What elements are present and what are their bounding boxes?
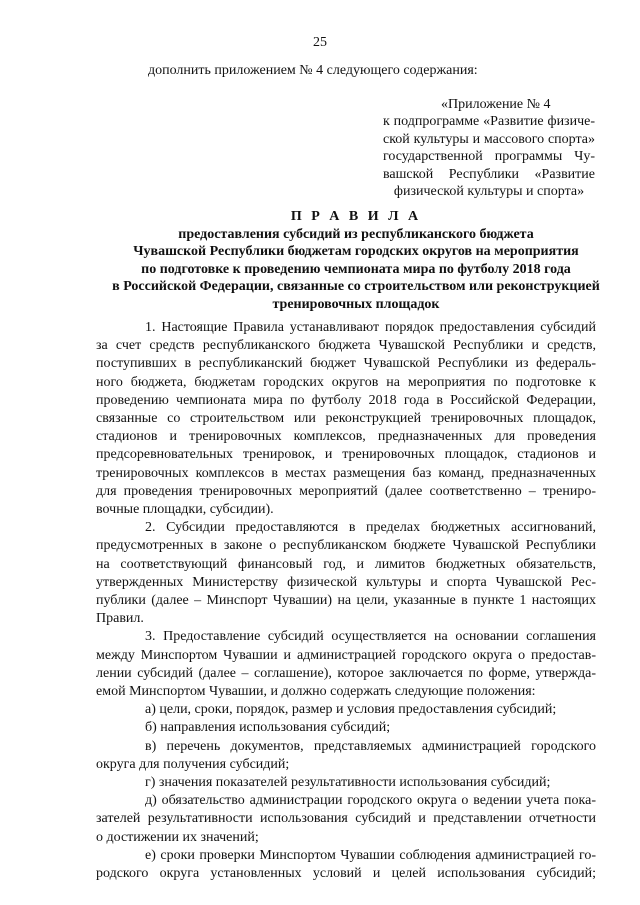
body-line: г) значения показателей результативности использования субсидий; [145, 775, 551, 791]
body-text [96, 319, 596, 883]
body-line: между Минспортом Чувашии и администрацией городского округа о предостав- [96, 647, 596, 663]
body-line: д) обязательство администрации городского округа о ведении учета пока- [145, 793, 596, 809]
title-line: в Российской Федерации, связанные со строительством или реконструкцией [112, 279, 600, 295]
document-title [96, 208, 616, 314]
body-line: вочные площадки, субсидии). [96, 502, 274, 518]
appendix-line: к подпрограмме «Развитие физиче- [383, 114, 595, 130]
body-line: родского округа установленных условий и целей использования субсидий; [96, 866, 596, 882]
title-heading: П Р А В И Л А [290, 209, 422, 224]
body-line: связанные со строительством или реконструкцией тренировочных площадок, [96, 411, 596, 427]
appendix-line: «Приложение № 4 [441, 97, 551, 112]
body-line: в) перечень документов, представляемых администрацией городского [145, 738, 596, 754]
body-line: предусмотренных в законе о республиканском бюджете Чувашской Республики [96, 538, 596, 554]
appendix-line: ской культуры и массового спорта» [383, 131, 595, 147]
body-line: Правил. [96, 611, 144, 627]
body-line: на соответствующий финансовый год, и лимитов бюджетных обязательств, [96, 556, 596, 572]
intro-line: дополнить приложением № 4 следующего содержания: [148, 63, 478, 78]
title-line: Чувашской Республики бюджетам городских округов на мероприятия [133, 244, 579, 260]
body-line: публики (далее – Минспорт Чувашии) на цели, указанные в пункте 1 настоящих [96, 593, 596, 609]
body-line: 2. Субсидии предоставляются в пределах бюджетных ассигнований, [145, 520, 596, 536]
body-line: проведению чемпионата мира по футболу 2018 года в Российской Федерации, [96, 392, 596, 408]
body-line: 1. Настоящие Правила устанавливают порядок предоставления субсидий [145, 320, 596, 335]
body-line: емой Минспортом Чувашии, и должно содержать следующие положения: [96, 684, 536, 700]
body-line: о достижении их значений; [96, 829, 259, 845]
page-number: 25 [313, 35, 327, 50]
body-line: за счет средств республиканского бюджета Чувашской Республики и средств, [96, 338, 596, 354]
title-line: тренировочных площадок [272, 296, 440, 312]
body-line: предсоревновательных тренировок, и тренировочных площадок, стадионов и [96, 447, 596, 463]
body-line: 3. Предоставление субсидий осуществляется на основании соглашения [145, 629, 596, 645]
body-line: лении субсидий (далее – соглашение), которое заключается по форме, утвержда- [96, 665, 596, 681]
appendix-header [383, 96, 595, 200]
body-line: б) направления использования субсидий; [145, 720, 391, 736]
title-line: предоставления субсидий из республиканского бюджета [178, 226, 534, 242]
body-line: утвержденных Министерству физической культуры и спорта Чувашской Рес- [96, 574, 596, 590]
body-line: округа для получения субсидий; [96, 756, 290, 772]
body-line: поступивших в республиканский бюджет Чувашской Республики из федераль- [96, 356, 596, 372]
appendix-line: физической культуры и спорта» [393, 184, 585, 200]
body-line: ного бюджета, бюджетам городских округов на мероприятия по подготовке к [96, 374, 596, 390]
title-line: по подготовке к проведению чемпионата мира по футболу 2018 года [141, 261, 571, 277]
body-line: е) сроки проверки Минспортом Чувашии соблюдения администрацией го- [145, 847, 596, 863]
appendix-line: вашской Республики «Развитие [383, 166, 595, 182]
body-line: а) цели, сроки, порядок, размер и условия предоставления субсидий; [145, 702, 557, 718]
body-line: для проведения тренировочных мероприятий (далее соответственно – трениро- [96, 483, 596, 499]
appendix-line: государственной программы Чу- [383, 149, 595, 165]
body-line: зателей результативности использования субсидий и представлении отчетности [96, 811, 596, 827]
body-line: стадионов и тренировочных комплексов, предназначенных для проведения [96, 429, 596, 445]
body-line: тренировочных комплексов в местах размещения баз команд, предназначенных [96, 465, 596, 481]
